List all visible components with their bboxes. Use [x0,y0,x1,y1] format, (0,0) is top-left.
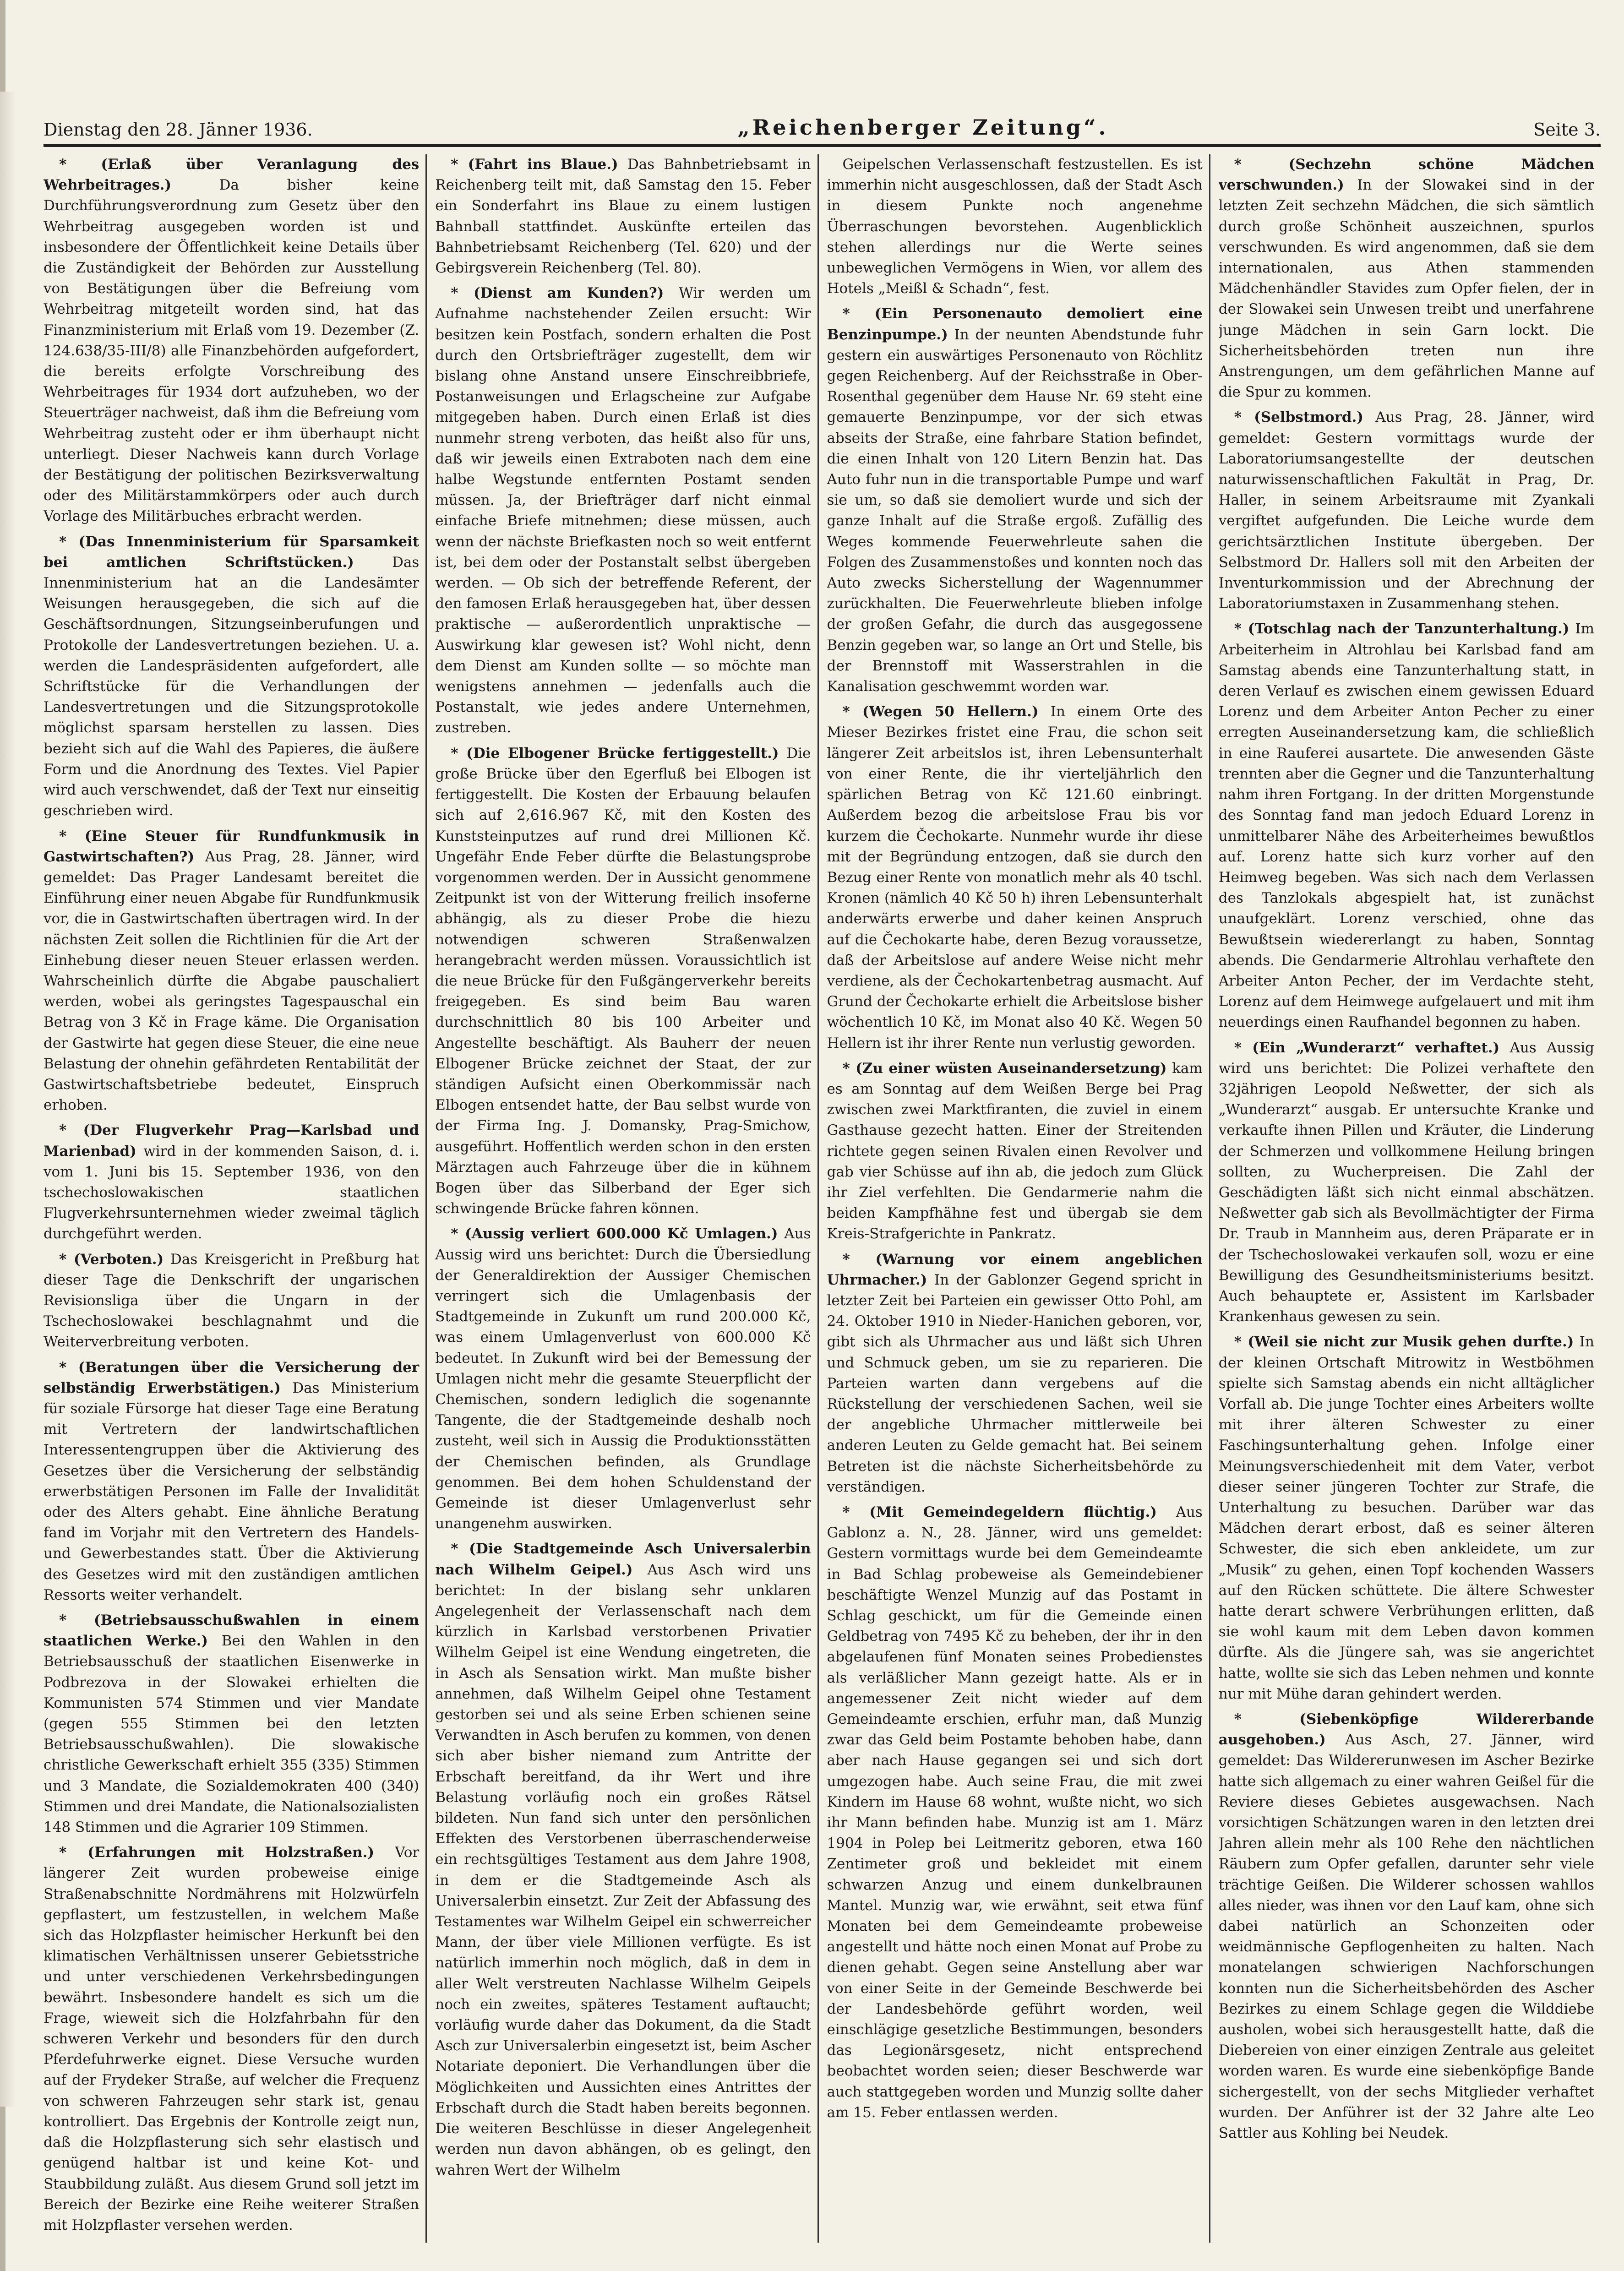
article-headline: * (Das Innenministerium für Sparsamkeit bei amtlichen Schriftstücken.) [44,533,420,571]
article-body: Das Bahnbetriebsamt in Reichenberg teilt mit, daß Samstag den 15. Feber ein Sonderfahrt ins Blaue zu einem lustigen Bahnball stattfindet. Auskünfte erteilen das Bahnbetriebsamt Reichenberg (Tel. 620) und der Gebirgsverein Reichenberg (Tel. 80). [435,156,811,277]
article [1219,1038,1594,1328]
article [44,1842,419,2236]
article [1219,407,1594,614]
article-body: Da bisher keine Durchführungsverordnung zum Gesetz über den Wehrbeitrag ausgegeben worden ist und insbesondere der Öffentlichkeit keine Details über die Zuständigkeit der Behörden zur Ausstellung von Bestätigungen über die Befreiung vom Wehrbeitrag mitgeteilt worden sind, hat das Finanzministerium mit Erlaß vom 19. Dezember (Z. 124.638/35-III/8) alle Finanzbehörden aufgefordert, die bereits erfolgte Vorschreibung des Wehrbeitrages für 1934 dort aufzuheben, wo der Steuerträger nachweist, daß ihm die Befreiung vom Wehrbeitrag zusteht oder er ihm überhaupt nicht unterliegt. Dieser Nachweis kann durch Vorlage der Bestätigung der politischen Bezirksverwaltung oder des Militärstammkörpers oder auch durch Vorlage des Militärbuches erbracht werden. [44,177,420,525]
article-headline: * (Aussig verliert 600.000 Kč Umlagen.) [451,1225,778,1242]
newspaper-page [44,98,1601,2251]
column-1 [44,154,427,2243]
article-body: Aus Aussig wird uns berichtet: Durch die Übersiedlung der Generaldirektion der Aussiger Chemischen verringert sich die Umlagenbasis der Stadtgemeinde in Zukunft um rund 200.000 Kč, was einem Umlagenverlust von 600.000 Kč bedeutet. In Zukunft wird bei der Bemessung der Umlagen nicht mehr die gesamte Steuerpflicht der Chemischen, sondern lediglich die sogenannte Tangente, die der Stadtgemeinde deshalb noch zusteht, weil sich in Aussig die Produktionsstätten der Chemischen befinden, als Grundlage genommen. Bei dem hohen Schuldenstand der Gemeinde ist dieser Umlagenverlust sehr unangenehm auswirken. [435,1225,811,1532]
article [44,532,419,822]
article-headline: * (Selbstmord.) [1234,409,1364,426]
column-2 [435,154,818,2243]
article-body: Das Ministerium für soziale Fürsorge hat dieser Tage eine Beratung mit Vertretern der landwirtschaftlichen Interessentengruppen über die Aktivierung des Gesetzes über die Versicherung der selbständig erwerbstätigen Personen im Falle der Invalidität oder des Alters gehabt. Eine ähnliche Beratung fand im Vorjahr mit den Vertretern des Handels- und Gewerbestandes statt. Über die Aktivierung des Gesetzes wird mit den zuständigen amtlichen Ressorts weiter verhandelt. [44,1379,420,1603]
article-body: Bei den Wahlen in den Betriebsausschuß der staatlichen Eisenwerke in Podbrezova in der Slowakei erhielten die Kommunisten 574 Stimmen und vier Mandate (gegen 555 Stimmen bei den letzten Betriebsausschußwahlen). Die slowakische christliche Gewerkschaft erhielt 355 (335) Stimmen und 3 Mandate, die Sozialdemokraten 400 (340) Stimmen und drei Mandate, die Nationalsozialisten 148 Stimmen und die Agrarier 109 Stimmen. [44,1633,420,1836]
article-headline: * (Weil sie nicht zur Musik gehen durfte.) [1234,1334,1574,1351]
article [1219,154,1594,403]
article-headline: * (Mit Gemeindegeldern flüchtig.) [842,1504,1157,1520]
article-headline: * (Sechzehn schöne Mädchen verschwunden.) [1218,156,1594,194]
article-body: Das Innenministerium hat an die Landesämter Weisungen herausgegeben, die sich auf die Geschäftsordnungen, Sitzungseinberufungen und Protokolle der Landesvertretungen beziehen. U. a. werden die Landespräsidenten aufgefordert, alle Schriftstücke für die Verhandlungen der Landesvertretungen und die Sitzungsprotokolle möglichst sparsam herstellen zu lassen. Dies bezieht sich auf die Wahl des Papieres, die äußere Form und die Anordnung des Textes. Viel Papier wird auch verschwendet, daß der Text nur einseitig geschrieben wird. [44,554,420,819]
article-headline: * (Totschlag nach der Tanzunterhaltung.) [1234,621,1570,637]
article-headline: * (Beratungen über die Versicherung der selbständig Erwerbstätigen.) [44,1359,420,1396]
article [44,826,419,1116]
article [827,154,1203,299]
page-number: Seite 3. [1533,120,1601,140]
article-headline: * (Dienst am Kunden?) [451,285,664,302]
article-headline: * (Siebenköpfige Wildererbande ausgehoben.) [1218,1711,1594,1748]
article [827,1058,1203,1245]
article-headline: * (Ein „Wunderarzt“ verhaftet.) [1234,1039,1500,1056]
article [435,1539,811,2180]
article [1219,1332,1594,1705]
article-body: Das Kreisgericht in Preßburg hat dieser Tage die Denkschrift der ungarischen Revisionsliga über die Ungarn in der Tschechoslowakei beschlagnahmt und die Weiterverbreitung verboten. [44,1251,420,1351]
article-body: Geipelschen Verlassenschaft festzustellen. Es ist immerhin nicht ausgeschlossen, daß der Stadt Asch in diesem Punkte noch angenehme Überraschungen bevorstehen. Augenblicklich stehen allerdings nur die Werte seines unbeweglichen Vermögens in Wien, vor allem des Hotels „Meißl & Schadn“, fest. [827,156,1203,297]
article [827,702,1203,1053]
article-columns [44,154,1601,2243]
article-body: In der neunten Abendstunde fuhr gestern ein auswärtiges Personenauto von Röchlitz gegen Reichenberg. Auf der Reichsstraße in Ober-Rosenthal gegenüber dem Hause Nr. 69 steht eine gemauerte Benzinpumpe, vor der sich etwas abseits der Straße, eine fahrbare Station befindet, die einen Inhalt von 120 Litern Benzin hat. Das Auto fuhr nun in die transportable Pumpe und warf sie um, so daß sie demoliert wurde und sich der ganze Inhalt auf die Straße ergoß. Zufällig des Weges kommende Feuerwehrleute sahen die Folgen des Zusammenstoßes und konnten noch das Auto zwecks Sicherstellung der Wagennummer zurückhalten. Die Feuerwehrleute blieben infolge der großen Gefahr, die durch das ausgegossene Benzin gegeben war, so lange an Ort und Stelle, bis der Brennstoff mit Wasserstrahlen in die Kanalisation geschwemmt worden war. [827,326,1203,695]
article [435,743,811,1220]
newspaper-title: „Reichenberger Zeitung“. [737,115,1109,140]
article-body: Aus Asch wird uns berichtet: In der bislang sehr unklaren Angelegenheit der Verlassenschaft nach dem kürzlich in Karlsbad verstorbenen Privatier Wilhelm Geipel ist eine Wendung eingetreten, die in Asch als Sensation wirkt. Man mußte bisher annehmen, daß Wilhelm Geipel ohne Testament gestorben sei und als seine Erben schienen seine Verwandten in Asch berufen zu kommen, von denen sich aber bisher niemand zum Antritte der Erbschaft bereitfand, da ihr Wert und ihre Belastung vorläufig noch ein großes Rätsel bildeten. Nun fand sich unter den persönlichen Effekten des Verstorbenen überraschenderweise ein rechtsgültiges Testament aus dem Jahre 1908, in dem er die Stadtgemeinde Asch als Universalerbin einsetzt. Zur Zeit der Abfassung des Testamentes war Wilhelm Geipel ein schwerreicher Mann, der über viele Millionen verfügte. Es ist natürlich immerhin noch möglich, daß in dem in aller Welt verstreuten Nachlasse Wilhelm Geipels noch ein zweites, späteres Testament auftaucht; vorläufig wurde daher das Dokument, da die Stadt Asch zur Universalerbin eingesetzt ist, beim Ascher Notariate deponiert. Die Verhandlungen über die Möglichkeiten und Aussichten eines Antrittes der Erbschaft durch die Stadt haben bereits begonnen. Die weiteren Beschlüsse in dieser Angelegenheit werden nun davon abhängen, ob es gelingt, den wahren Wert der Wilhelm [435,1561,811,2178]
article-body: Vor längerer Zeit wurden probeweise einige Straßenabschnitte Nordmährens mit Holzwürfeln gepflastert, um festzustellen, in welchem Maße sich das Holzpflaster heimischer Herkunft bei den klimatischen Verhältnissen unserer Gebietsstriche und unter verschiedenen Verkehrsbedingungen bewährt. Insbesondere handelt es sich um die Frage, wieweit sich die Holzfahrbahn für den schweren Verkehr und besonders für den durch Pferdefuhrwerke eignet. Diese Versuche wurden auf der Frydeker Straße, auf welcher die Frequenz von schweren Fahrzeugen sehr stark ist, genau kontrolliert. Das Ergebnis der Kontrolle zeigt nun, daß die Holzpflasterung sich sehr elastisch und genügend haltbar ist und keine Kot- und Staubbildung zuläßt. Aus diesem Grund soll jetzt im Bereich der Bezirke eine Reihe weiterer Straßen mit Holzpflaster versehen werden. [44,1844,420,2233]
article-body: Aus Aussig wird uns berichtet: Die Polizei verhaftete den 32jährigen Leopold Neßwetter, der sich als „Wunderarzt“ ausgab. Er untersuchte Kranke und verkaufte ihnen Pillen und Kräuter, die Linderung der Schmerzen und vollkommene Heilung bringen sollten, zu Wucherpreisen. Die Zahl der Geschädigten läßt sich nicht einmal abschätzen. Neßwetter gab sich als Bevollmächtigter der Firma Dr. Traub in Mannheim aus, deren Präparate er in der Tschechoslowakei verkaufen soll, wozu er eine Bewilligung des Gesundheitsministeriums besitzt. Auch behauptete er, Assistent im Karlsbader Krankenhaus gewesen zu sein. [1218,1039,1595,1325]
article-body: In der Gablonzer Gegend spricht in letzter Zeit bei Parteien ein gewisser Otto Pohl, am 24. Oktober 1910 in Nieder-Hanichen geboren, vor, gibt sich als Uhrmacher aus und läßt sich Uhren und Schmuck geben, um sie zu reparieren. Die Parteien warten dann vergebens auf die Rückstellung der verschiedenen Sachen, weil sie der angebliche Uhrmacher mittlerweile bei anderen Leuten zu Gelde gemacht hat. Bei seinem Betreten ist die nächste Sicherheitsbehörde zu verständigen. [827,1271,1203,1495]
article [435,1224,811,1534]
article-headline: * (Erlaß über Veranlagung des Wehrbeitrages.) [44,156,420,194]
article [1219,619,1594,1033]
article [827,304,1203,697]
article [44,1249,419,1353]
article-body: Im Arbeiterheim in Altrohlau bei Karlsbad fand am Samstag abends eine Tanzunterhaltung statt, in deren Verlauf es zwischen einem gewissen Eduard Lorenz und dem Arbeiter Anton Pecher zu einer erregten Auseinandersetzung kam, die schließlich in eine Rauferei ausartete. Die anwesenden Gäste trennten aber die Gegner und die Tanzunterhaltung nahm ihren Fortgang. In der dritten Morgenstunde des Sonntag fand man jedoch Eduard Lorenz in unmittelbarer Nähe des Arbeiterheimes bewußtlos auf. Lorenz hatte sich kurz vorher auf den Heimweg begeben. Was sich nach dem Verlassen des Tanzlokals abgespielt hat, ist zunächst unaufgeklärt. Lorenz verschied, ohne das Bewußtsein wiedererlangt zu haben, Sonntag abends. Die Gendarmerie Altrohlau verhaftete den Arbeiter Anton Pecher, der im Verdachte steht, Lorenz auf dem Heimwege aufgelauert und mit ihm neuerdings einen Raufhandel begonnen zu haben. [1218,621,1595,1031]
article-headline: * (Der Flugverkehr Prag—Karlsbad und Marienbad) [44,1122,420,1160]
article-headline: * (Zu einer wüsten Auseinandersetzung) [842,1060,1167,1077]
article-body: In einem Orte des Mieser Bezirkes fristet eine Frau, die schon seit längerer Zeit arbeitslos ist, ihren Lebensunterhalt von einer Rente, die ihr vierteljährlich den spärlichen Betrag von Kč 121.60 einbringt. Außerdem bezog die arbeitslose Frau bis vor kurzem die Čechokarte. Nunmehr wurde ihr diese mit der Begründung entzogen, daß sie durch den Bezug einer Rente von monatlich mehr als 40 tschl. Kronen (nämlich 40 Kč 50 h) ihren Lebensunterhalt anderwärts erwerbe und daher keinen Anspruch auf die Čechokarte habe, deren Bezug voraussetze, daß der Arbeitslose auf andere Weise nicht mehr verdiene, als der Čechokartenbetrag ausmacht. Auf Grund der Čechokarte erhielt die Arbeitslose bisher wöchentlich 10 Kč, im Monat also 40 Kč. Wegen 50 Hellern ist ihr ihrer Rente nun verlustig geworden. [827,703,1203,1051]
article-headline: * (Die Elbogener Brücke fertiggestellt.) [451,745,779,762]
article-headline: * (Ein Personenauto demoliert eine Benzinpumpe.) [827,305,1203,343]
article [44,1120,419,1244]
article-body: Aus Prag, 28. Jänner, wird gemeldet: Gestern vormittags wurde der Laboratoriumsangestellte der deutschen naturwissenschaftlichen Fakultät in Prag, Dr. Haller, in seinem Arbeitsraume mit Zyankali vergiftet aufgefunden. Die Leiche wurde dem gerichtsärztlichen Institute übergeben. Der Selbstmord Dr. Hallers soll mit den Arbeiten der Inventurkommission und der Abrechnung der Laboratoriumstaxen in Zusammenhang stehen. [1218,409,1595,612]
article-headline: * (Fahrt ins Blaue.) [451,156,618,173]
article-headline: * (Erfahrungen mit Holzstraßen.) [59,1844,375,1861]
article-body: wird in der kommenden Saison, d. i. vom 1. Juni bis 15. September 1936, von den tschechoslowakischen staatlichen Flugverkehrsunternehmen wieder zweimal täglich durchgeführt werden. [44,1143,420,1242]
column-3 [827,154,1210,2243]
article-headline: * (Wegen 50 Hellern.) [842,703,1039,720]
article-body: Aus Prag, 28. Jänner, wird gemeldet: Das Prager Landesamt bereitet die Einführung einer neuen Abgabe für Rundfunkmusik vor, die in Gastwirtschaften übertragen wird. In der nächsten Zeit sollen die Richtlinien für die Art der Einhebung dieser neuen Steuer erlassen werden. Wahrscheinlich dürfte die Abgabe pauschaliert werden, wobei als geringstes Tagespauschal ein Betrag von 3 Kč in Frage käme. Die Organisation der Gastwirte hat gegen diese Steuer, die eine neue Belastung der ohnehin gefährdeten Rentabilität der Gastwirtschaftsbetriebe bedeutet, Einspruch erhoben. [44,848,420,1114]
gutter-shadow [0,92,16,2107]
article-body: Die große Brücke über den Egerfluß bei Elbogen ist fertiggestellt. Die Kosten der Erbauung belaufen sich auf 2,616.967 Kč, mit den Kosten des Kunststeinputzes auf rund drei Millionen Kč. Ungefähr Ende Feber dürfte die Belastungsprobe vorgenommen werden. Der in Aussicht genommene Zeitpunkt ist von der Witterung freilich insoferne abhängig, als zu dieser Probe die hiezu notwendigen schweren Straßenwalzen herangebracht werden müssen. Voraussichtlich ist die neue Brücke für den Fußgängerverkehr bereits freigegeben. Es sind beim Bau waren durchschnittlich 80 bis 100 Arbeiter und Angestellte beschäftigt. Als Bauherr der neuen Elbogener Brücke zeichnet der Staat, der zur ständigen Aufsicht einen Oberkommissär nach Elbogen entsendet hatte, der Bau selbst wurde von der Firma Ing. J. Domansky, Prag-Smichow, ausgeführt. Hoffentlich werden schon in den ersten Märztagen auch Fahrzeuge über die in kühnem Bogen über das Silberband der Eger sich schwingende Brücke fahren können. [435,745,811,1217]
article-body: kam es am Sonntag auf dem Weißen Berge bei Prag zwischen zwei Marktfiranten, die zuviel in einem Gasthause gezecht hatten. Einer der Streitenden richtete gegen seinen Rivalen einen Revolver und gab vier Schüsse auf ihn ab, die jedoch zum Glück ihr Ziel verfehlten. Die Gendarmerie nahm die beiden Kampfhähne fest und übergab sie dem Kreis-Strafgerichte in Pankratz. [827,1060,1203,1242]
article [435,154,811,278]
article-body: Aus Gablonz a. N., 28. Jänner, wird uns gemeldet: Gestern vormittags wurde bei dem Gemeindeamte in Bad Schlag probeweise als Gemeindebiener beschäftigte Wenzel Munzig auf das Postamt in Schlag geschickt, um für die Gemeinde einen Geldbetrag von 7495 Kč zu beheben, der ihr in den abgelaufenen fünf Monaten seines Probedienstes als verläßlicher Mann gezeigt hatte. Als er in angemessener Zeit nicht wieder auf dem Gemeindeamte erschien, erfuhr man, daß Munzig zwar das Geld beim Postamte behoben habe, dann aber nach Hause gegangen sei und sich dort umgezogen habe. Auch seine Frau, die mit zwei Kindern im Hause 68 wohnt, wußte nicht, wo sich ihr Mann befinden habe. Munzig ist am 1. März 1904 in Polep bei Leitmeritz geboren, etwa 160 Zentimeter groß und bekleidet mit einem schwarzen Anzug und einem dunkelbraunen Mantel. Munzig war, wie erwähnt, seit etwa fünf Monaten bei dem Gemeindeamte probeweise angestellt und hätte noch einen Monat auf Probe zu dienen gehabt. Gegen seine Anstellung aber war von einer Seite in der Gemeinde Beschwerde bei der Landesbehörde geführt worden, weil einschlägige gesetzliche Bestimmungen, besonders das Legionärsgesetz, nicht entsprechend beobachtet worden seien; dieser Beschwerde war auch stattgegeben worden und Munzig sollte daher am 15. Feber entlassen werden. [827,1504,1203,2121]
article [827,1502,1203,2123]
article [44,1610,419,1838]
article-body: Aus Asch, 27. Jänner, wird gemeldet: Das Wildererunwesen im Ascher Bezirke hatte sich allgemach zu einer wahren Geißel für die Reviere dieses Gebietes ausgewachsen. Nach vorsichtigen Schätzungen waren in den letzten drei Jahren allein mehr als 100 Rehe den nächtlichen Räubern zum Opfer gefallen, darunter sehr viele trächtige Geißen. Die Wilderer schossen wahllos alles nieder, was ihnen vor den Lauf kam, ohne sich dabei natürlich an Schonzeiten oder weidmännische Gepflogenheiten zu halten. Nach monatelangen schwierigen Nachforschungen konnten nun die Sicherheitsbehörden des Ascher Bezirkes zu einem Schlage gegen die Wilddiebe ausholen, wobei sich herausgestellt hatte, daß die Diebereien von einer einzigen Zentrale aus geleitet worden waren. Es wurde eine siebenköpfige Bande sichergestellt, von der sechs Mitglieder verhaftet wurden. Der Anführer ist der 32 Jahre alte Leo Sattler aus Kohling bei Neudek. [1218,1732,1594,2142]
article-headline: * (Die Stadtgemeinde Asch Universalerbin nach Wilhelm Geipel.) [435,1541,811,1578]
article-body: In der kleinen Ortschaft Mitrowitz in Westböhmen spielte sich Samstag abends ein nicht alltäglicher Vorfall ab. Die junge Tochter eines Arbeiters wollte mit ihrer älteren Schwester zu einer Faschingsunterhaltung gehen. Infolge einer Meinungsverschiedenheit mit dem Vater, verbot dieser seiner jüngeren Tochter zur Strafe, die Unterhaltung zu besuchen. Darüber war das Mädchen derart erbost, daß es seiner älteren Schwester, die sich eben ankleidete, um zur „Musik“ zu gehen, einen Topf kochenden Wassers auf den Rücken schüttete. Die ältere Schwester hatte derart schwere Verbrühungen erlitten, daß sie wohl kaum mit dem Leben davon kommen dürfte. Als die Jüngere sah, was sie angerichtet hatte, wollte sie sich das Leben nehmen und konnte nur mit Mühe daran gehindert werden. [1218,1334,1594,1702]
column-4 [1219,154,1601,2243]
header-rule [44,144,1601,147]
article-headline: * (Betriebsausschußwahlen in einem staatlichen Werke.) [44,1612,420,1650]
article-body: Wir werden um Aufnahme nachstehender Zeilen ersucht: Wir besitzen kein Postfach, sondern erhalten die Post durch den Ortsbriefträger zugestellt, dem wir bislang ohne Anstand unsere Einschreibbriefe, Postanweisungen und Erlagscheine zur Aufgabe mitgegeben haben. Durch einen Erlaß ist dies nunmehr streng verboten, das heißt also für uns, daß wir jeweils einen Extraboten nach dem eine halbe Wegstunde entfernten Postamt senden müssen. Ja, der Briefträger darf nicht einmal einfache Briefe mitnehmen; diese müssen, auch wenn der nächste Briefkasten noch so weit entfernt ist, bei dem oder der Postanstalt selbst übergeben werden. — Ob sich der betreffende Referent, der den famosen Erlaß herausgegeben hat, über dessen praktische — außerordentlich unpraktische — Auswirkung klar gewesen ist? Wohl nicht, denn dem Dienst am Kunden sollte — so möchte man wenigstens annehmen — jedenfalls auch die Postanstalt, wie jedes andere Unternehmen, zustreben. [435,285,811,736]
article [1219,1709,1594,2144]
page-header [44,98,1601,140]
article [44,154,419,527]
article [44,1357,419,1606]
article-body: In der Slowakei sind in der letzten Zeit sechzehn Mädchen, die sich sämtlich durch große Schönheit auszeichnen, spurlos verschwunden. Es wird angenommen, daß sie dem internationalen, aus Athen stammenden Mädchenhändler Stavides zum Opfer fielen, der in der Slowakei sein Unwesen treibt und unerfahrene junge Mädchen in sein Garn lockt. Die Sicherheitsbehörden treten nun ihre Anstrengungen, um dem gefährlichen Manne auf die Spur zu kommen. [1218,177,1594,401]
article-headline: * (Verboten.) [59,1251,164,1268]
article-headline: * (Warnung vor einem angeblichen Uhrmacher.) [827,1251,1203,1288]
issue-date: Dienstag den 28. Jänner 1936. [44,120,313,140]
article [435,283,811,738]
article [827,1249,1203,1498]
article-headline: * (Eine Steuer für Rundfunkmusik in Gastwirtschaften?) [44,828,420,865]
